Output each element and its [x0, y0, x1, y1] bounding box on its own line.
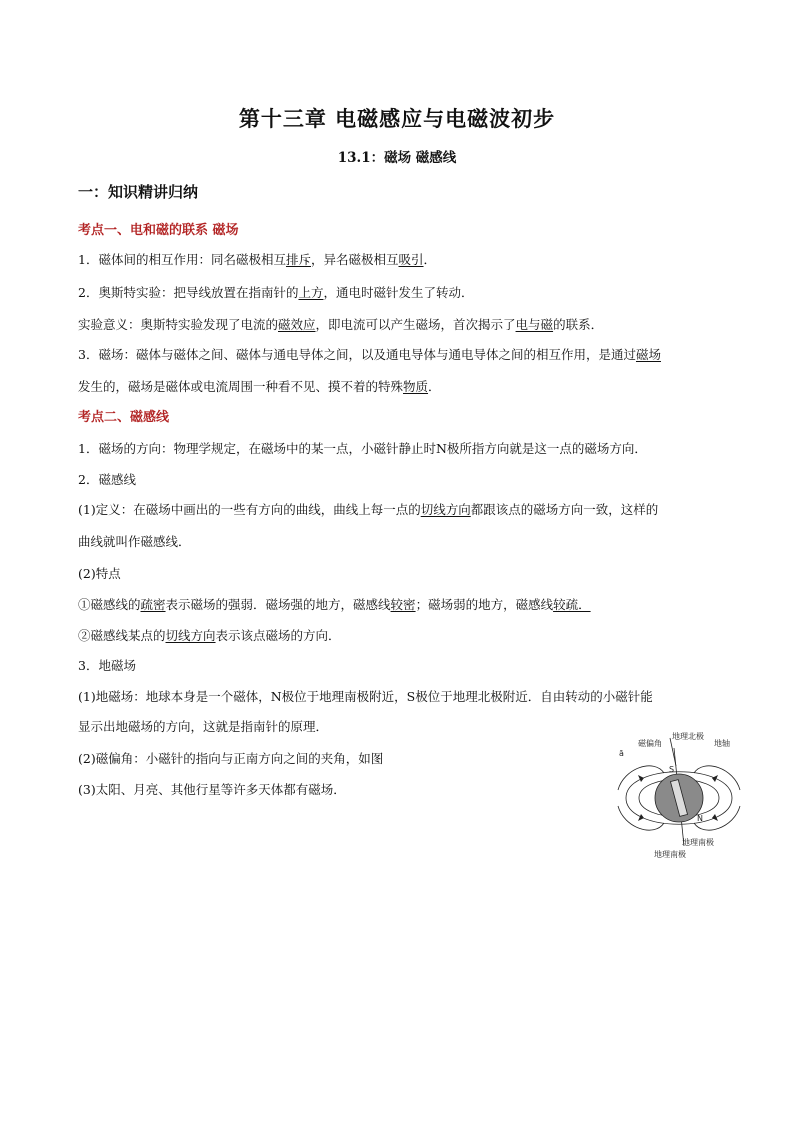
label-bottom: 地理南极 [654, 850, 686, 858]
underlined-answer: 疏密 [140, 597, 166, 612]
underlined-answer: 吸引 [398, 252, 424, 267]
kp1-line-3 [78, 315, 603, 333]
kp1-line-4 [78, 345, 661, 363]
earth-magnetic-field-diagram [614, 728, 744, 858]
text-fragment: 2．奥斯特实验：把导线放置在指南针的 [78, 285, 299, 300]
label-n-pole: N [697, 814, 703, 823]
text-fragment: ；磁场弱的地方，磁感线 [415, 597, 554, 612]
kp2-line-10: 显示出地磁场的方向，这就是指南针的原理． [78, 719, 329, 734]
label-axis: 地轴 [714, 739, 730, 748]
text-fragment: 实验意义：奥斯特实验发现了电流的 [78, 317, 279, 332]
kp2-line-3 [78, 500, 658, 518]
arrow-icon [638, 814, 644, 821]
kp2-line-5: (2)特点 [78, 566, 121, 581]
text-fragment: ，异名磁极相互 [310, 252, 399, 267]
kp2-line-4: 曲线就叫作磁感线． [78, 534, 191, 549]
text-fragment: ，即电流可以产生磁场，首次揭示了 [315, 317, 516, 332]
kp2-line-8: 3．地磁场 [78, 658, 136, 673]
underlined-answer: 上方 [298, 285, 324, 300]
underlined-answer: 较疏． [553, 597, 591, 612]
text-fragment: 3．磁场：磁体与磁体之间、磁体与通电导体之间，以及通电导体与通电导体之间的相互作用，是通过 [78, 347, 636, 362]
kp1-line-2 [78, 283, 474, 301]
text-fragment: 表示该点磁场的方向． [215, 628, 341, 643]
text-fragment: 都跟该点的磁场方向一致，这样的 [470, 502, 659, 517]
text-fragment: ①磁感线的 [78, 597, 141, 612]
underlined-answer: 排斥 [285, 252, 311, 267]
kp2-line-12: (3)太阳、月亮、其他行星等许多天体都有磁场． [78, 782, 346, 797]
kp1-heading: 考点一、电和磁的联系 磁场 [78, 223, 239, 238]
underlined-answer: 较密 [390, 597, 416, 612]
text-fragment: (1)定义：在磁场中画出的一些有方向的曲线，曲线上每一点的 [78, 502, 421, 517]
earth-magnetic-field-figure [614, 728, 744, 858]
text-fragment: ． [428, 379, 441, 394]
underlined-answer: 电与磁 [515, 317, 554, 332]
kp2-line-1: 1．磁场的方向：物理学规定，在磁场中的某一点，小磁针静止时N极所指方向就是这一点的磁场方向． [78, 441, 647, 456]
section-subtitle: 13.1：磁场 磁感线 [337, 150, 457, 166]
chapter-title: 第十三章 电磁感应与电磁波初步 [238, 106, 556, 131]
label-geo-north: 地理北极 [672, 732, 704, 741]
field-line-arc-right [694, 766, 740, 790]
text-fragment: 表示磁场的强弱．磁场强的地方，磁感线 [165, 597, 391, 612]
text-fragment: ，通电时磁针发生了转动． [323, 285, 474, 300]
arrow-icon [638, 775, 644, 782]
kp1-line-1 [78, 250, 436, 268]
kp2-line-2: 2．磁感线 [78, 472, 136, 487]
kp2-line-7 [78, 626, 341, 644]
label-declination: 磁偏角 [638, 739, 662, 748]
underlined-answer: 切线方向 [165, 628, 216, 643]
underlined-answer: 磁效应 [278, 317, 316, 332]
label-small: ā [619, 749, 624, 758]
underlined-answer: 切线方向 [420, 502, 471, 517]
kp2-heading: 考点二、磁感线 [78, 410, 170, 425]
kp1-line-5 [78, 377, 441, 395]
section-heading: 一：知识精讲归纳 [78, 183, 199, 201]
kp2-line-6 [78, 595, 591, 613]
arrow-icon [712, 814, 718, 821]
kp2-line-11: (2)磁偏角：小磁针的指向与正南方向之间的夹角，如图 [78, 751, 384, 766]
text-fragment: 1．磁体间的相互作用：同名磁极相互 [78, 252, 286, 267]
underlined-answer: 磁场 [635, 347, 661, 362]
text-fragment: ②磁感线某点的 [78, 628, 166, 643]
label-s-pole: S [669, 765, 675, 774]
text-fragment: ． [423, 252, 437, 267]
arrow-icon [712, 775, 718, 782]
label-geo-south: 地理南极 [682, 838, 714, 847]
text-fragment: 发生的，磁场是磁体或电流周围一种看不见、摸不着的特殊 [78, 379, 404, 394]
underlined-answer: 物质 [403, 379, 429, 394]
declination-line [670, 738, 676, 766]
kp2-line-9: (1)地磁场：地球本身是一个磁体，N极位于地理南极附近，S极位于地理北极附近．自由转动的小磁针能 [78, 689, 653, 704]
text-fragment: 的联系． [553, 317, 604, 332]
